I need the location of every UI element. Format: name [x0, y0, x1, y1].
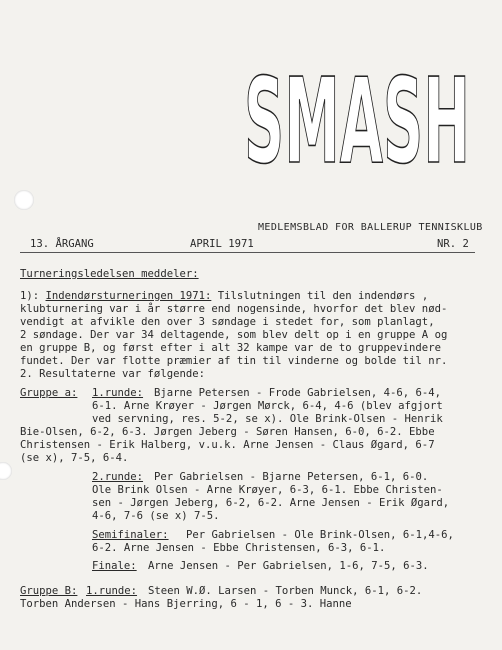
intro-line: klubturnering var i år større end nogensinde, hvorfor det blev nød- [20, 303, 448, 315]
intro-line: vendigt at afvikle den over 3 søndage i stedet for, som planlagt, [20, 316, 435, 328]
result-line: Arne Jensen - Per Gabrielsen, 1-6, 7-5, 6-3. [148, 560, 429, 572]
result-line: ved servning, res. 5-2, se x). Ole Brink-Olsen - Henrik [92, 413, 443, 425]
result-line: 6-1. Arne Krøyer - Jørgen Mørck, 6-4, 4-6 (blev afgjort [92, 400, 443, 412]
group-a-final-label: Finale: [92, 560, 137, 572]
section-title: Turneringsledelsen meddeler: [20, 268, 199, 280]
group-b-round1-label: 1.runde: [86, 585, 138, 597]
intro-line: 1): Indendørsturneringen 1971: Tilslutningen til den indendørs , [20, 290, 429, 302]
group-a-round2-label: 2.runde: [92, 471, 144, 483]
result-line: Torben Andersen - Hans Bjerring, 6 - 1, 6 - 3. Hanne [20, 598, 352, 610]
punch-hole [14, 190, 34, 210]
header-divider [20, 252, 475, 253]
intro-line: en gruppe B, og først efter i alt 32 kampe var de to gruppevindere [20, 342, 441, 354]
group-a-semi-label: Semifinaler: [92, 529, 169, 541]
result-line: Per Gabrielsen - Ole Brink-Olsen, 6-1,4-6, [186, 529, 454, 541]
newsletter-subtitle: MEDLEMSBLAD FOR BALLERUP TENNISKLUB [258, 222, 483, 233]
result-line: Per Gabrielsen - Bjarne Petersen, 6-1, 6-0. [154, 471, 429, 483]
issue-month: APRIL 1971 [190, 238, 254, 250]
smash-logo [238, 12, 476, 192]
result-line: 4-6, 7-6 (se x) 7-5. [92, 510, 220, 522]
group-a-label: Gruppe a: [20, 387, 78, 399]
group-b-label: Gruppe B: [20, 585, 78, 597]
result-line: (se x), 7-5, 6-4. [20, 452, 129, 464]
result-line: sen - Jørgen Jeberg, 6-2, 6-2. Arne Jensen - Erik Øgard, [92, 497, 450, 509]
intro-line: fundet. Der var flotte præmier af tin til vinderne og bolde til nr. [20, 355, 448, 367]
issue-year: 13. ÅRGANG [30, 238, 94, 250]
result-line: Christensen - Erik Halberg, v.u.k. Arne Jensen - Claus Øgard, 6-7 [20, 439, 435, 451]
issue-number: NR. 2 [437, 238, 469, 250]
result-line: Ole Brink Olsen - Arne Krøyer, 6-3, 6-1. Ebbe Christen- [92, 484, 443, 496]
punch-hole [0, 462, 12, 480]
group-a-round1-label: 1.runde: [92, 387, 144, 399]
result-line: 6-2. Arne Jensen - Ebbe Christensen, 6-3, 6-1. [92, 542, 386, 554]
result-line: Bie-Olsen, 6-2, 6-3. Jørgen Jeberg - Søren Hansen, 6-0, 6-2. Ebbe [20, 426, 435, 438]
result-line: Steen W.Ø. Larsen - Torben Munck, 6-1, 6-2. [148, 585, 423, 597]
result-line: Bjarne Petersen - Frode Gabrielsen, 4-6, 6-4, [154, 387, 442, 399]
intro-line: 2 søndage. Der var 34 deltagende, som blev delt op i en gruppe A og [20, 329, 448, 341]
intro-line: 2. Resultaterne var følgende: [20, 368, 205, 380]
tournament-title: Indendørsturneringen 1971: [45, 290, 212, 302]
logo-text: SMASH [244, 52, 470, 190]
